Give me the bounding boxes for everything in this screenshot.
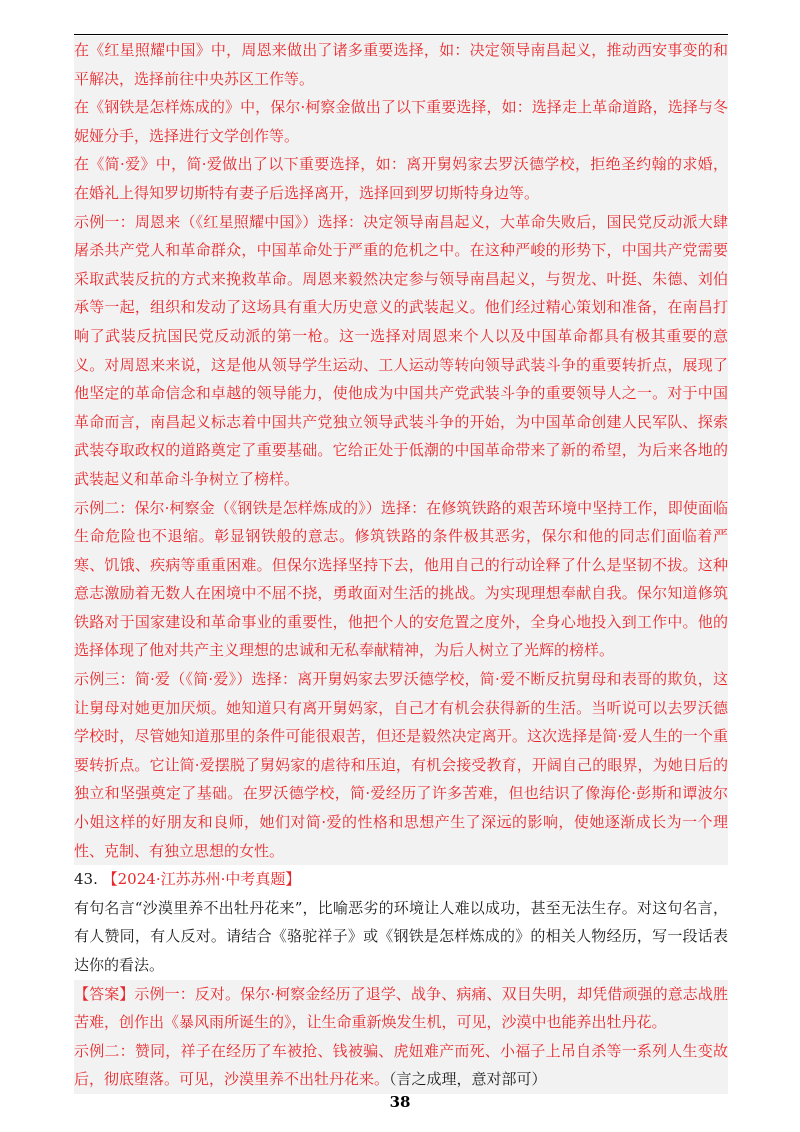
answer-note: （言之成理，意对部可） bbox=[389, 1070, 547, 1089]
question-source: 【2024·江苏苏州·中考真题】 bbox=[102, 870, 301, 889]
paragraph-example-3: 示例三：简·爱（《简·爱》）选择：离开舅妈家去罗沃德学校，简·爱不断反抗舅母和表哥的欺负，这让舅母对她更加厌烦。她知道只有离开舅妈家，自己才有机会获得新的生活。当听说可以去罗沃德学校时，尽管她知道那里的条件可能很艰苦，但还是毅然决定离开。这次选择是简·爱人生的一个重要转折点。它让简·爱摆脱了舅妈家的虐待和压迫，有机会接受教育，开阔自己的眼界，为她日后的独立和坚强奠定了基础。在罗沃德学校，简·爱经历了许多苦难，但也结识了像海伦·彭斯和谭波尔小姐这样的好朋友和良师，她们对简·爱的性格和思想产生了深远的影响，使她逐渐成长为一个理性、克制、有独立思想的女性。 bbox=[74, 665, 728, 865]
question-prompt: 有句名言“沙漠里养不出牡丹花来”，比喻恶劣的环境让人难以成功，甚至无法生存。对这句名言，有人赞同，有人反对。请结合《骆驼祥子》或《钢铁是怎样炼成的》的相关人物经历，写一段话表达你的看法。 bbox=[74, 898, 728, 974]
answer-label: 【答案】 bbox=[74, 984, 135, 1003]
answer-example-1 bbox=[74, 980, 728, 1037]
paragraph-example-2: 示例二：保尔·柯察金（《钢铁是怎样炼成的》）选择：在修筑铁路的艰苦环境中坚持工作，即使面临生命危险也不退缩。彰显钢铁般的意志。修筑铁路的条件极其恶劣，保尔和他的同志们面临着严寒、饥饿、疾病等重重困难。但保尔选择坚持下去，他用自己的行动诠释了什么是坚韧不拔。这种意志激励着无数人在困境中不屈不挠，勇敢面对生活的挑战。为实现理想奉献自我。保尔知道修筑铁路对于国家建设和革命事业的重要性，他把个人的安危置之度外，全身心地投入到工作中。他的选择体现了他对共产主义理想的忠诚和无私奉献精神，为后人树立了光辉的榜样。 bbox=[74, 494, 728, 666]
page-content bbox=[74, 36, 728, 1094]
question-number: 43. bbox=[74, 870, 98, 889]
paragraph-paul-choices: 在《钢铁是怎样炼成的》中，保尔·柯察金做出了以下重要选择，如：选择走上革命道路，选择与冬妮娅分手，选择进行文学创作等。 bbox=[74, 93, 728, 150]
answer-example-1-text: 示例一：反对。保尔·柯察金经历了退学、战争、病痛、双目失明，却凭借顽强的意志战胜苦难，创作出《暴风雨所诞生的》，让生命重新焕发生机，可见，沙漠中也能养出牡丹花。 bbox=[74, 984, 728, 1032]
header-rule bbox=[74, 34, 728, 35]
paragraph-jane-choices: 在《简·爱》中，简·爱做出了以下重要选择，如：离开舅妈家去罗沃德学校，拒绝圣约翰的求婚，在婚礼上得知罗切斯特有妻子后选择离开，选择回到罗切斯特身边等。 bbox=[74, 150, 728, 207]
paragraph-zhou-choices: 在《红星照耀中国》中，周恩来做出了诸多重要选择，如：决定领导南昌起义，推动西安事变的和平解决，选择前往中央苏区工作等。 bbox=[74, 36, 728, 93]
paragraph-example-1: 示例一：周恩来（《红星照耀中国》）选择：决定领导南昌起义，大革命失败后，国民党反动派大肆屠杀共产党人和革命群众，中国革命处于严重的危机之中。在这种严峻的形势下，中国共产党需要采取武装反抗的方式来挽救革命。周恩来毅然决定参与领导南昌起义，与贺龙、叶挺、朱德、刘伯承等一起，组织和发动了这场具有重大历史意义的武装起义。他们经过精心策划和准备，在南昌打响了武装反抗国民党反动派的第一枪。这一选择对周恩来个人以及中国革命都具有极其重要的意义。对周恩来来说，这是他从领导学生运动、工人运动等转向领导武装斗争的重要转折点，展现了他坚定的革命信念和卓越的领导能力，使他成为中国共产党武装斗争的重要领导人之一。对于中国革命而言，南昌起义标志着中国共产党独立领导武装斗争的开始，为中国革命创建人民军队、探索武装夺取政权的道路奠定了重要基础。它给正处于低潮的中国革命带来了新的希望，为后来各地的武装起义和革命斗争树立了榜样。 bbox=[74, 208, 728, 494]
answer-example-2 bbox=[74, 1037, 728, 1094]
answer-example-2-text: 示例二：赞同，祥子在经历了车被抢、钱被骗、虎妞难产而死、小福子上吊自杀等一系列人生变故后，彻底堕落。可见，沙漠里养不出牡丹花来。 bbox=[74, 1041, 728, 1089]
question-header bbox=[74, 865, 728, 894]
page-number: 38 bbox=[389, 1093, 411, 1111]
